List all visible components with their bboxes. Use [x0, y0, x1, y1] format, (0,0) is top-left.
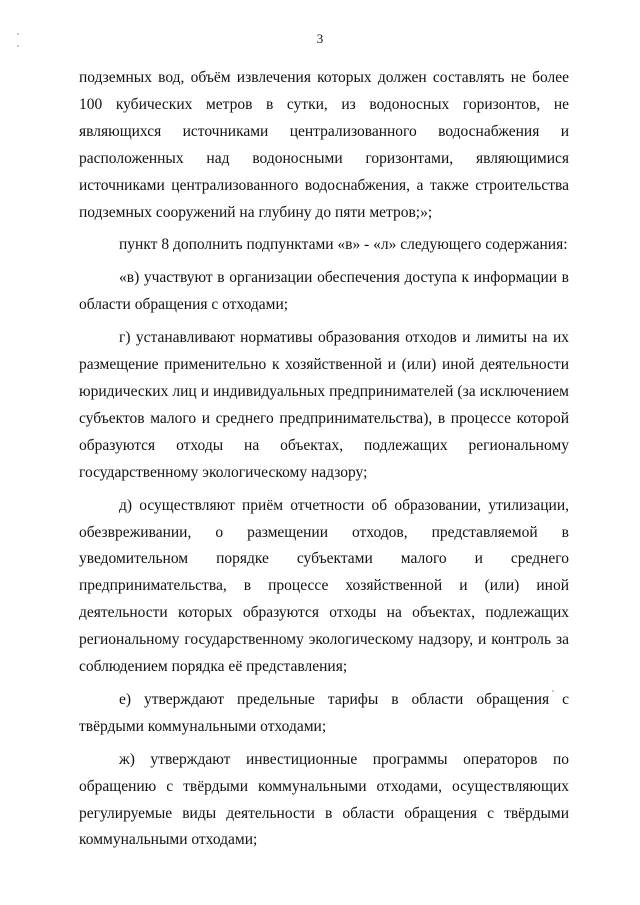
page-number: 3 [316, 31, 324, 46]
document-body [79, 65, 569, 860]
paragraph-amendment-intro: пункт 8 дополнить подпунктами «в» - «л» следующего содержания: [119, 236, 568, 254]
scan-speck [17, 45, 19, 47]
paragraph-continuation: подземных вод, объём извлечения которых должен составлять не более 100 кубических метров в сутки, из водоносных горизонтов, не являющихся источниками централизованного водоснабжения и расположенных над водоносными горизонтами, являющимися источниками централизованного водоснабжения, а также строительства подземных сооружений на глубину до пяти метров;»; [79, 69, 569, 221]
paragraph-subitem-zh: ж) утверждают инвестиционные программы операторов по обращению с твёрдыми коммунальными отходами, осуществляющих регулируемые виды деятельности в области обращения с твёрдыми коммунальными отходами; [79, 750, 569, 849]
paragraph-subitem-v: «в) участвуют в организации обеспечения доступа к информации в области обращения с отходами; [79, 269, 569, 314]
paragraph-subitem-e: е) утверждают предельные тарифы в области обращения с твёрдыми коммунальными отходами; [79, 690, 569, 735]
paragraph-subitem-g: г) устанавливают нормативы образования отходов и лимиты на их размещение применительно к хозяйственной и (или) иной деятельности юридических лиц и индивидуальных предпринимателей (за исключением субъектов малого и среднего предпринимательства), в процессе которой образуются отходы на объектах, подлежащих региональному государственному экологическому надзору; [79, 329, 569, 481]
scan-speck [17, 33, 19, 35]
paragraph-subitem-d: д) осуществляют приём отчетности об образовании, утилизации, обезвреживании, о размещении отходов, представляемой в уведомительном порядке субъектами малого и среднего предпринимательства, в процессе хозяйственной и (или) иной деятельности которых образуются отходы на объектах, подлежащих региональному государственному экологическому надзору, и контроль за соблюдением порядка её представления; [79, 496, 569, 676]
